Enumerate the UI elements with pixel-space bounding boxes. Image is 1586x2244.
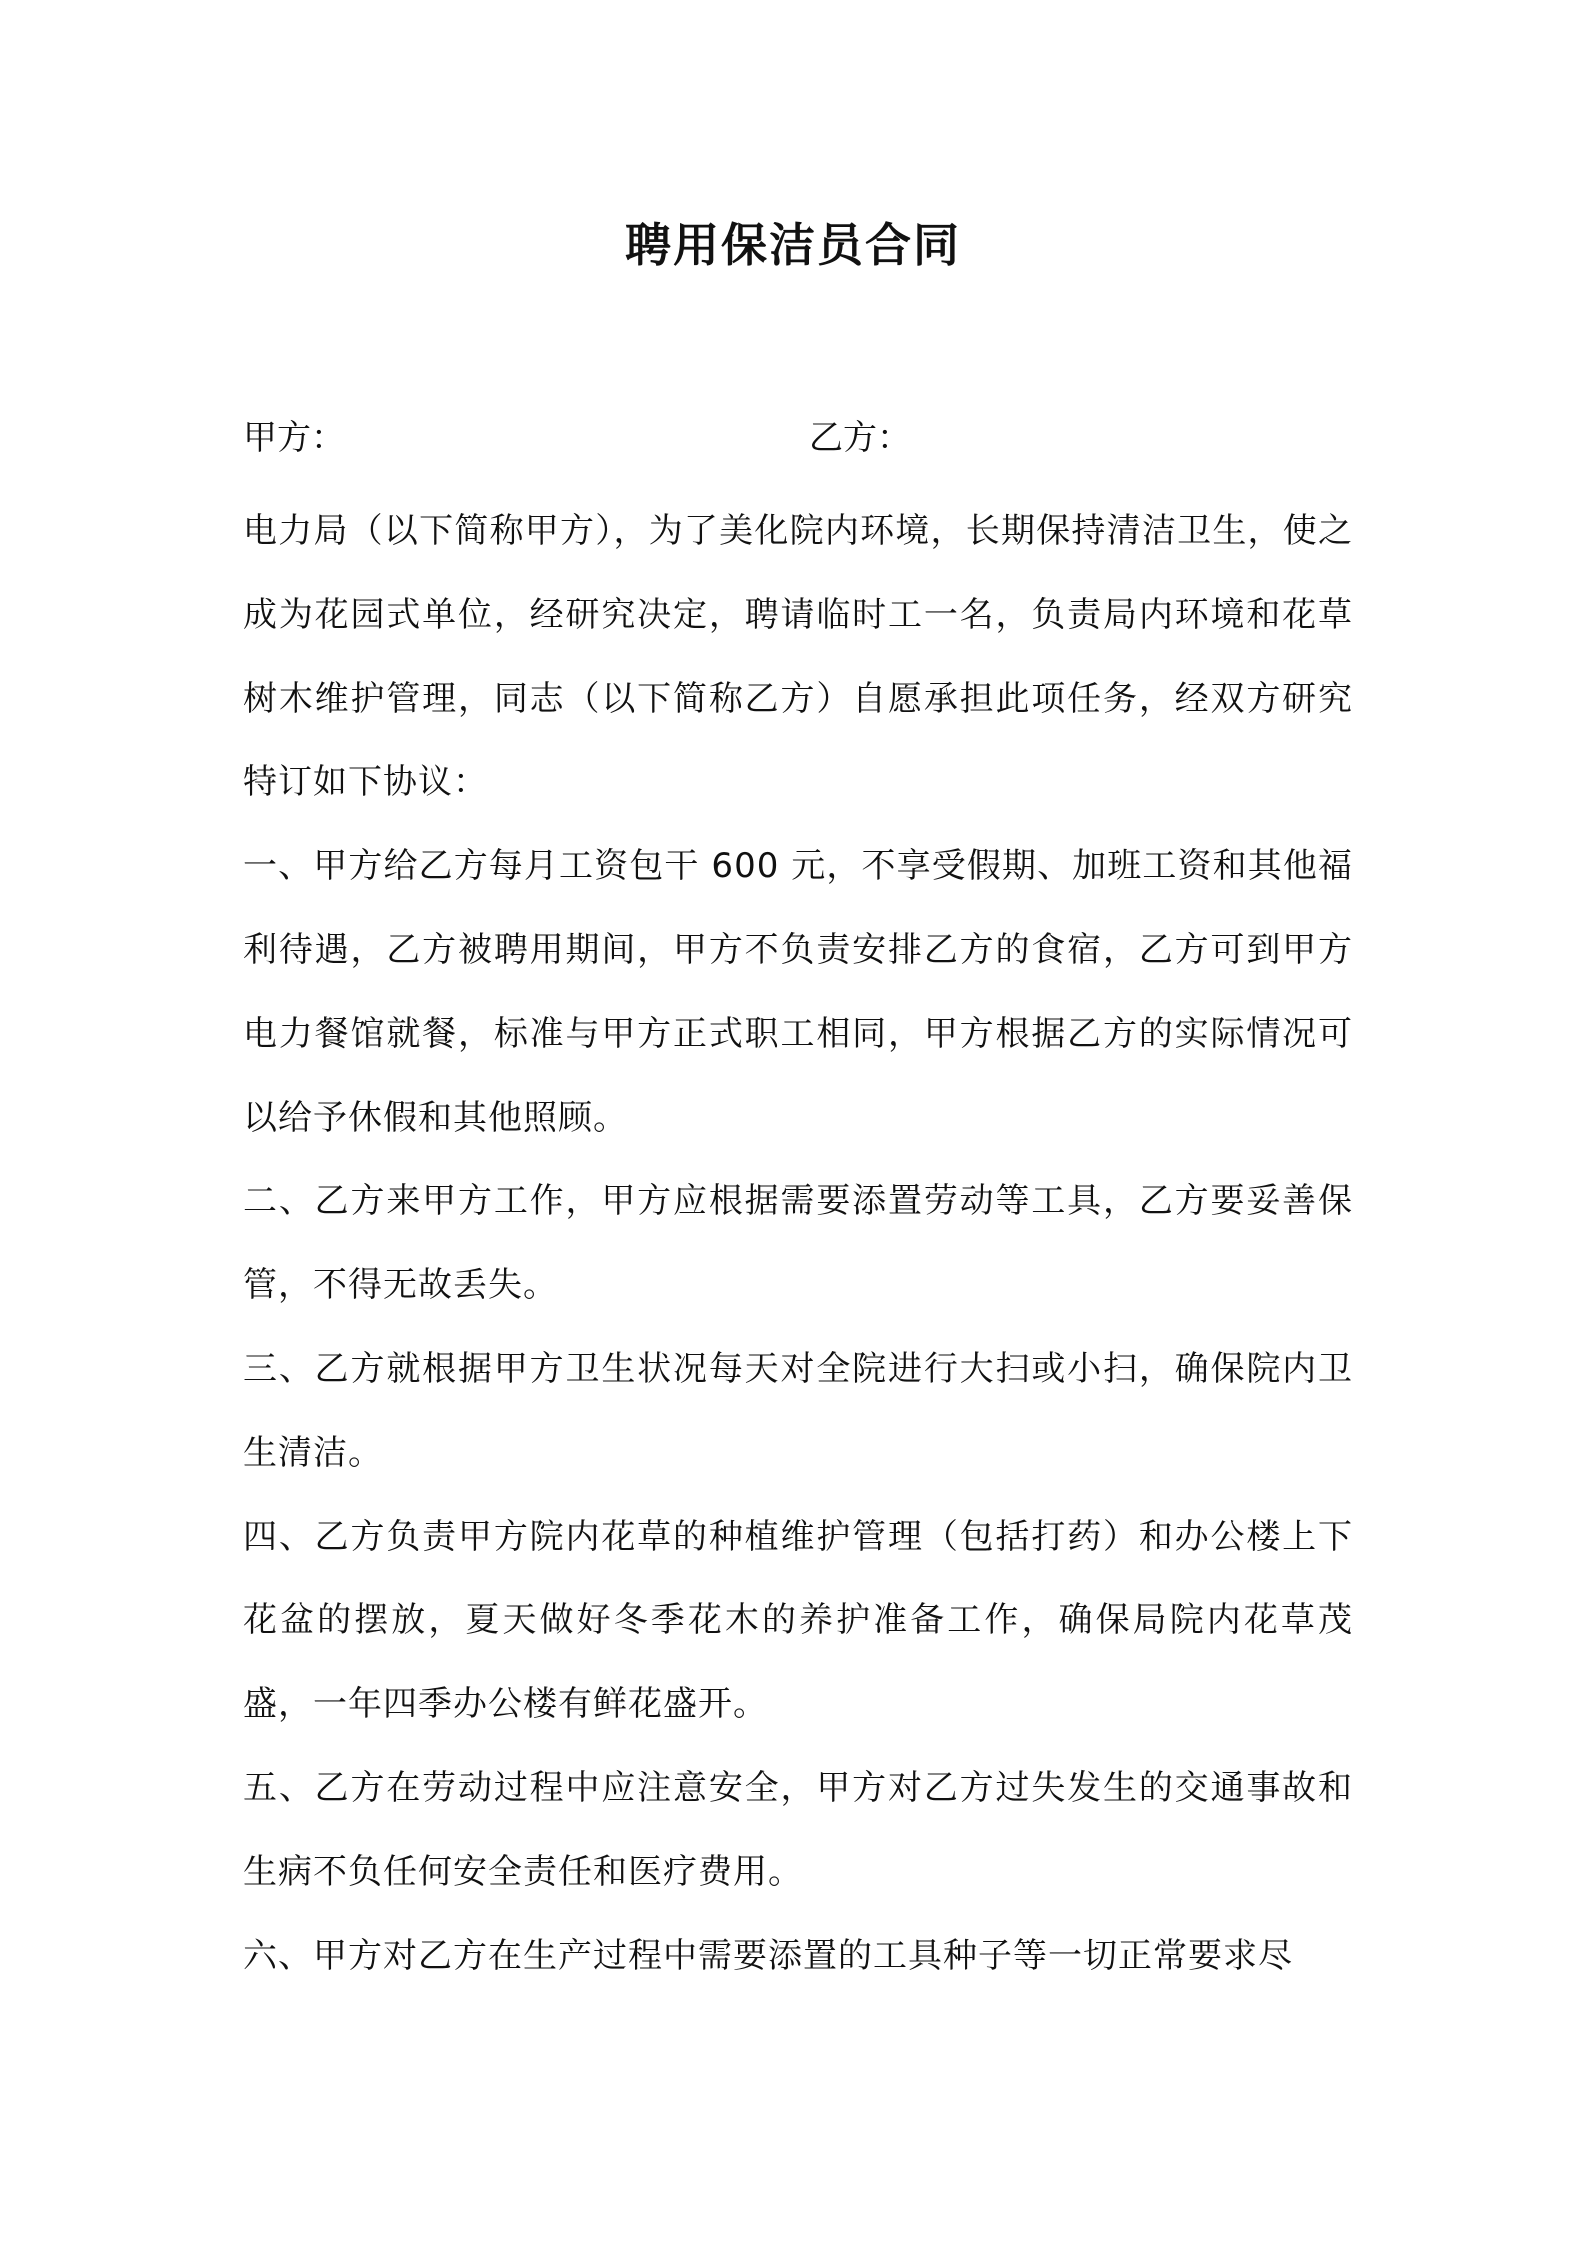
- party-a-label: 甲方：: [243, 418, 345, 458]
- paragraph-clause-2: 二、乙方来甲方工作，甲方应根据需要添置劳动等工具，乙方要妥善保管，不得无故丢失。: [243, 1181, 1353, 1306]
- contract-body: [243, 490, 1353, 1998]
- paragraph-intro: 电力局（以下简称甲方），为了美化院内环境，长期保持清洁卫生，使之成为花园式单位，经研究决定，聘请临时工一名，负责局内环境和花草树木维护管理，同志（以下简称乙方）自愿承担此项任务，经双方研究特订如下协议：: [243, 511, 1353, 803]
- paragraph-clause-3: 三、乙方就根据甲方卫生状况每天对全院进行大扫或小扫，确保院内卫生清洁。: [243, 1348, 1353, 1473]
- document-title: 聘用保洁员合同: [625, 218, 961, 272]
- paragraph-clause-6: 六、甲方对乙方在生产过程中需要添置的工具种子等一切正常要求尽: [243, 1935, 1293, 1976]
- paragraph-clause-5: 五、乙方在劳动过程中应注意安全，甲方对乙方过失发生的交通事故和生病不负任何安全责任和医疗费用。: [243, 1767, 1353, 1892]
- paragraph-clause-1: 一、甲方给乙方每月工资包干 600 元，不享受假期、加班工资和其他福利待遇，乙方被聘用期间，甲方不负责安排乙方的食宿，乙方可到甲方电力餐馆就餐，标准与甲方正式职工相同，甲方根据乙方的实际情况可以给予休假和其他照顾。: [243, 846, 1353, 1138]
- parties-line: [243, 408, 1353, 468]
- paragraph-clause-4: 四、乙方负责甲方院内花草的种植维护管理（包括打药）和办公楼上下花盆的摆放，夏天做好冬季花木的养护准备工作，确保局院内花草茂盛，一年四季办公楼有鲜花盛开。: [243, 1516, 1353, 1725]
- party-b-label: 乙方：: [809, 418, 911, 458]
